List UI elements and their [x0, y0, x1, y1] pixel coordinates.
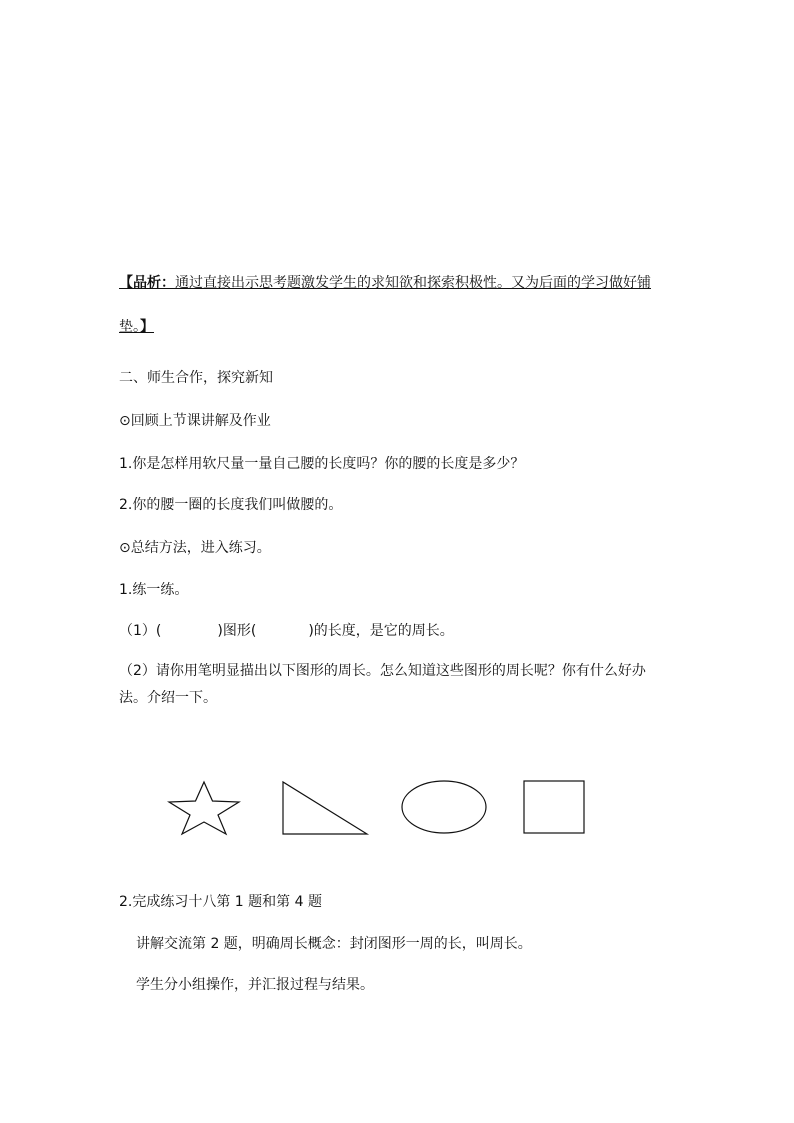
exercise-line-1: 讲解交流第 2 题，明确周长概念：封闭图形一周的长，叫周长。: [136, 936, 532, 952]
analysis-close-bracket: 】: [140, 319, 154, 335]
exercise-line-2: 学生分小组操作，并汇报过程与结果。: [136, 977, 374, 993]
analysis-text-1: 通过直接出示思考题激发学生的求知欲和探索积极性。又为后面的学习做好铺: [175, 275, 651, 291]
practice-item-2-line-1: （2）请你用笔明显描出以下图形的周长。怎么知道这些图形的周长呢？你有什么好办: [119, 663, 646, 679]
item1-part-b: )图形(: [217, 623, 257, 639]
summary-heading: ⊙总结方法，进入练习。: [119, 540, 271, 556]
practice-item-2-line-2: 法。介绍一下。: [119, 690, 217, 706]
practice-item-1: [119, 622, 454, 640]
analysis-text-2: 垫。: [119, 319, 140, 335]
item1-part-a: （1）(: [119, 623, 162, 639]
analysis-line-1: [119, 274, 651, 292]
ellipse-icon: [402, 781, 486, 833]
right-triangle-icon: [283, 782, 367, 834]
section-title: 二、师生合作，探究新知: [119, 370, 273, 386]
analysis-label: 品析：: [133, 275, 175, 291]
star-icon: [169, 782, 239, 834]
item1-part-c: )的长度，是它的周长。: [308, 623, 454, 639]
review-question-1: 1.你是怎样用软尺量一量自己腰的长度吗？你的腰的长度是多少？: [119, 456, 525, 472]
review-question-2: 2.你的腰一圈的长度我们叫做腰的。: [119, 497, 343, 513]
analysis-line-2: [119, 318, 154, 336]
analysis-open-bracket: 【: [119, 275, 133, 291]
exercise-heading: 2.完成练习十八第 1 题和第 4 题: [119, 894, 322, 910]
practice-heading: 1.练一练。: [119, 582, 189, 598]
review-heading: ⊙回顾上节课讲解及作业: [119, 413, 271, 429]
square-icon: [524, 781, 584, 833]
shapes-figure: [160, 775, 600, 845]
